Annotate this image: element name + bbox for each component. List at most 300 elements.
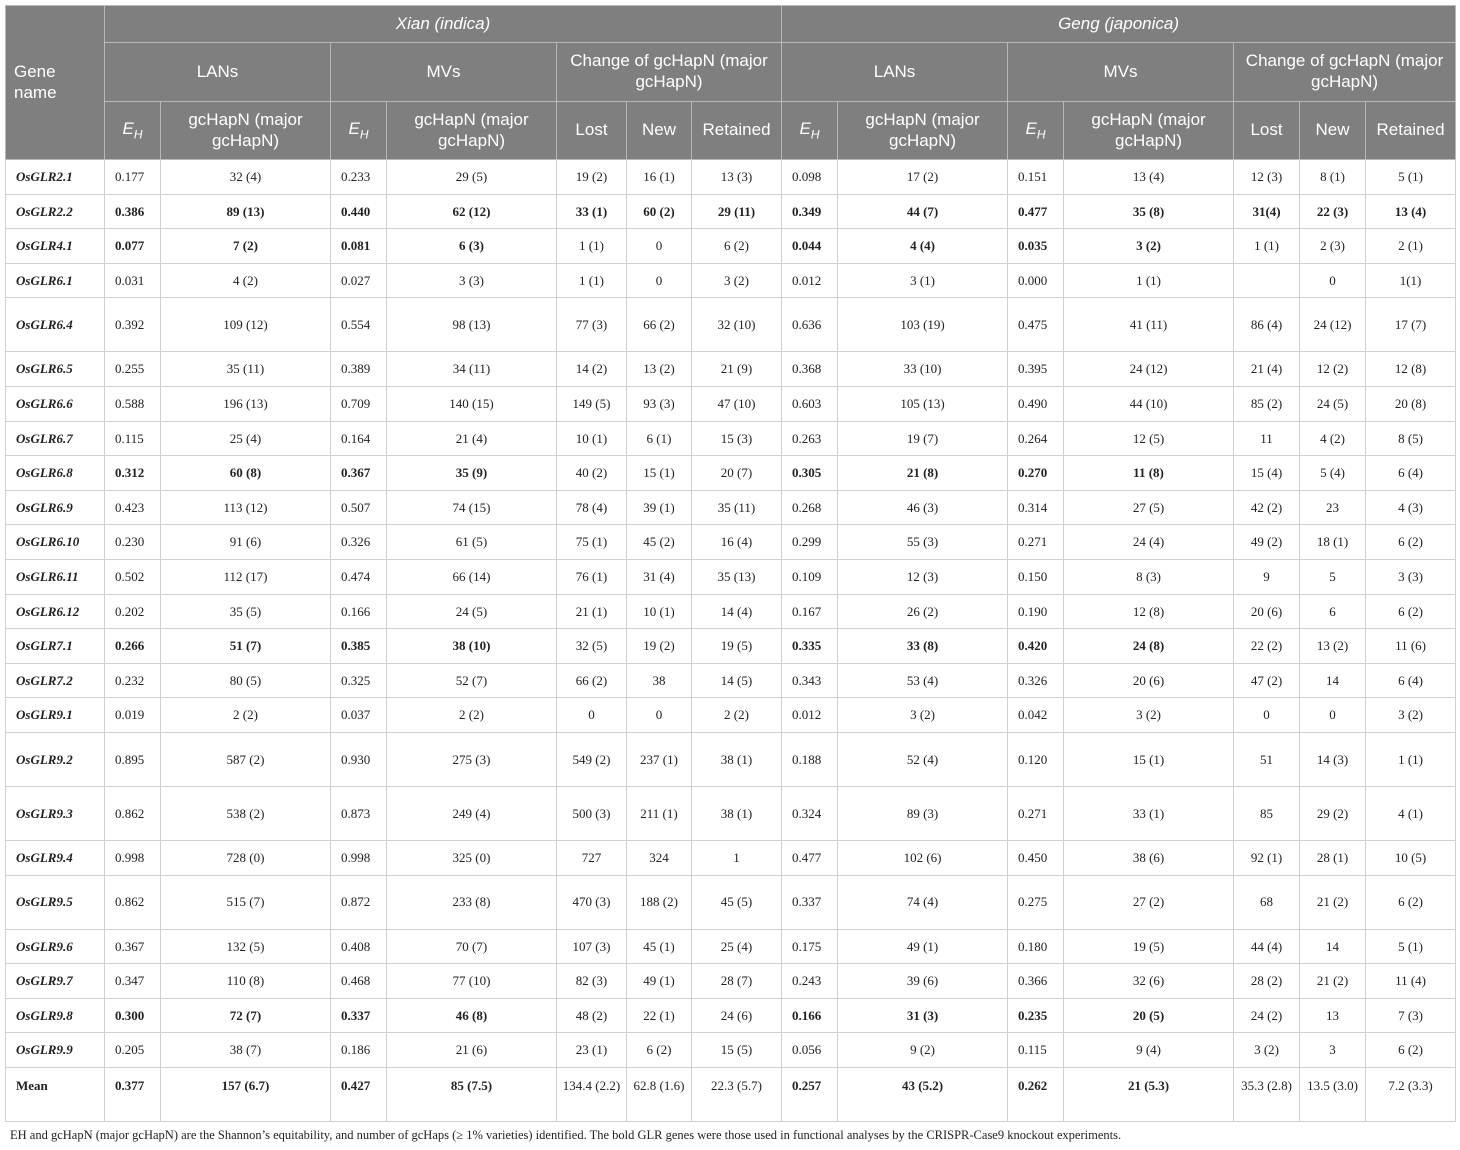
value-cell: 13 (2) bbox=[627, 352, 692, 387]
value-cell: 98 (13) bbox=[387, 298, 557, 352]
value-cell: 0.166 bbox=[331, 594, 387, 629]
value-cell: 11 (6) bbox=[1366, 629, 1456, 664]
value-cell: 1 (1) bbox=[1234, 229, 1300, 264]
value-cell: 196 (13) bbox=[161, 386, 331, 421]
value-cell: 49 (1) bbox=[627, 964, 692, 999]
value-cell: 0.202 bbox=[105, 594, 161, 629]
table-row bbox=[6, 229, 1456, 264]
value-cell: 0.385 bbox=[331, 629, 387, 664]
value-cell: 0.027 bbox=[331, 263, 387, 298]
header-xian-lans: LANs bbox=[105, 43, 331, 102]
value-cell: 211 (1) bbox=[627, 786, 692, 840]
value-cell: 6 (2) bbox=[1366, 1033, 1456, 1068]
value-cell: 102 (6) bbox=[838, 840, 1008, 875]
value-cell: 49 (2) bbox=[1234, 525, 1300, 560]
value-cell: 0.109 bbox=[782, 559, 838, 594]
value-cell: 24 (12) bbox=[1064, 352, 1234, 387]
value-cell: 0.166 bbox=[782, 998, 838, 1033]
value-cell: 33 (1) bbox=[1064, 786, 1234, 840]
value-cell: 80 (5) bbox=[161, 663, 331, 698]
value-cell: 6 (2) bbox=[692, 229, 782, 264]
value-cell: 7 (2) bbox=[161, 229, 331, 264]
gene-name-cell: OsGLR2.2 bbox=[6, 194, 105, 229]
value-cell: 24 (5) bbox=[387, 594, 557, 629]
value-cell: 0.188 bbox=[782, 732, 838, 786]
gene-name-cell: OsGLR9.2 bbox=[6, 732, 105, 786]
value-cell: 85 (2) bbox=[1234, 386, 1300, 421]
value-cell: 728 (0) bbox=[161, 840, 331, 875]
value-cell: 0.392 bbox=[105, 298, 161, 352]
value-cell: 15 (3) bbox=[692, 421, 782, 456]
header-geng-mvs: MVs bbox=[1008, 43, 1234, 102]
value-cell: 0.300 bbox=[105, 998, 161, 1033]
value-cell: 3 (2) bbox=[1234, 1033, 1300, 1068]
value-cell: 38 (10) bbox=[387, 629, 557, 664]
value-cell: 5 (1) bbox=[1366, 160, 1456, 195]
value-cell: 19 (2) bbox=[557, 160, 627, 195]
value-cell: 0.427 bbox=[331, 1067, 387, 1121]
value-cell: 22 (1) bbox=[627, 998, 692, 1033]
value-cell: 470 (3) bbox=[557, 875, 627, 929]
value-cell: 21 (2) bbox=[1300, 875, 1366, 929]
value-cell: 20 (7) bbox=[692, 456, 782, 491]
value-cell: 33 (10) bbox=[838, 352, 1008, 387]
value-cell: 113 (12) bbox=[161, 490, 331, 525]
table-row bbox=[6, 559, 1456, 594]
value-cell: 29 (2) bbox=[1300, 786, 1366, 840]
value-cell: 38 bbox=[627, 663, 692, 698]
value-cell: 0.998 bbox=[105, 840, 161, 875]
gene-name-cell: OsGLR9.9 bbox=[6, 1033, 105, 1068]
gene-name-cell: OsGLR9.5 bbox=[6, 875, 105, 929]
value-cell: 92 (1) bbox=[1234, 840, 1300, 875]
value-cell: 0.998 bbox=[331, 840, 387, 875]
value-cell: 49 (1) bbox=[838, 929, 1008, 964]
value-cell: 31 (4) bbox=[627, 559, 692, 594]
value-cell: 0.175 bbox=[782, 929, 838, 964]
value-cell: 132 (5) bbox=[161, 929, 331, 964]
value-cell: 0.490 bbox=[1008, 386, 1064, 421]
value-cell: 1(1) bbox=[1366, 263, 1456, 298]
value-cell: 249 (4) bbox=[387, 786, 557, 840]
value-cell: 21 (5.3) bbox=[1064, 1067, 1234, 1121]
header-gchapn-geng-lans: gcHapN (major gcHapN) bbox=[838, 102, 1008, 160]
value-cell: 48 (2) bbox=[557, 998, 627, 1033]
gene-name-cell: OsGLR6.1 bbox=[6, 263, 105, 298]
value-cell: 31(4) bbox=[1234, 194, 1300, 229]
value-cell: 51 (7) bbox=[161, 629, 331, 664]
value-cell: 0.044 bbox=[782, 229, 838, 264]
header-lost-geng: Lost bbox=[1234, 102, 1300, 160]
value-cell: 0.440 bbox=[331, 194, 387, 229]
value-cell: 24 (4) bbox=[1064, 525, 1234, 560]
table-footnote: EH and gcHapN (major gcHapN) are the Shannon’s equitability, and number of gcHaps (≥ 1% varieties) identified. The bold GLR genes were those used in functional analyses by the CRISPR-Case9 knockout experiments. bbox=[10, 1127, 1122, 1142]
value-cell: 66 (2) bbox=[627, 298, 692, 352]
value-cell: 0.386 bbox=[105, 194, 161, 229]
value-cell: 0.271 bbox=[1008, 525, 1064, 560]
value-cell: 46 (3) bbox=[838, 490, 1008, 525]
value-cell: 21 (4) bbox=[387, 421, 557, 456]
table-row bbox=[6, 998, 1456, 1033]
value-cell: 0.377 bbox=[105, 1067, 161, 1121]
value-cell: 0.035 bbox=[1008, 229, 1064, 264]
value-cell: 85 (7.5) bbox=[387, 1067, 557, 1121]
value-cell: 93 (3) bbox=[627, 386, 692, 421]
value-cell: 0.266 bbox=[105, 629, 161, 664]
value-cell: 0.167 bbox=[782, 594, 838, 629]
value-cell: 14 (3) bbox=[1300, 732, 1366, 786]
value-cell: 3 (2) bbox=[692, 263, 782, 298]
value-cell: 0.368 bbox=[782, 352, 838, 387]
value-cell: 103 (19) bbox=[838, 298, 1008, 352]
eh-subscript: H bbox=[133, 127, 143, 142]
value-cell: 587 (2) bbox=[161, 732, 331, 786]
value-cell: 0.264 bbox=[1008, 421, 1064, 456]
value-cell: 107 (3) bbox=[557, 929, 627, 964]
value-cell: 2 (2) bbox=[692, 698, 782, 733]
value-cell: 15 (1) bbox=[627, 456, 692, 491]
value-cell: 0.468 bbox=[331, 964, 387, 999]
value-cell: 55 (3) bbox=[838, 525, 1008, 560]
value-cell: 0.150 bbox=[1008, 559, 1064, 594]
value-cell: 2 (2) bbox=[161, 698, 331, 733]
value-cell: 0.271 bbox=[1008, 786, 1064, 840]
value-cell: 0.337 bbox=[331, 998, 387, 1033]
value-cell: 21 (6) bbox=[387, 1033, 557, 1068]
value-cell: 60 (2) bbox=[627, 194, 692, 229]
value-cell: 13 (2) bbox=[1300, 629, 1366, 664]
table-header bbox=[6, 6, 1456, 160]
value-cell: 23 (1) bbox=[557, 1033, 627, 1068]
value-cell: 41 (11) bbox=[1064, 298, 1234, 352]
value-cell: 0.420 bbox=[1008, 629, 1064, 664]
value-cell: 140 (15) bbox=[387, 386, 557, 421]
value-cell: 5 (1) bbox=[1366, 929, 1456, 964]
eh-letter: E bbox=[122, 118, 134, 138]
value-cell: 2 (2) bbox=[387, 698, 557, 733]
gene-name-cell: OsGLR9.8 bbox=[6, 998, 105, 1033]
table-body bbox=[6, 160, 1456, 1122]
value-cell: 20 (5) bbox=[1064, 998, 1234, 1033]
eh-subscript: H bbox=[359, 127, 369, 142]
value-cell: 77 (10) bbox=[387, 964, 557, 999]
eh-subscript: H bbox=[810, 127, 820, 142]
table-row bbox=[6, 663, 1456, 698]
value-cell: 0.930 bbox=[331, 732, 387, 786]
value-cell: 27 (5) bbox=[1064, 490, 1234, 525]
value-cell: 35 (11) bbox=[161, 352, 331, 387]
value-cell: 188 (2) bbox=[627, 875, 692, 929]
value-cell: 20 (6) bbox=[1234, 594, 1300, 629]
value-cell: 24 (12) bbox=[1300, 298, 1366, 352]
value-cell: 21 (4) bbox=[1234, 352, 1300, 387]
value-cell: 0.477 bbox=[1008, 194, 1064, 229]
value-cell: 0.180 bbox=[1008, 929, 1064, 964]
gene-name-cell: OsGLR9.1 bbox=[6, 698, 105, 733]
value-cell: 324 bbox=[627, 840, 692, 875]
value-cell: 0.164 bbox=[331, 421, 387, 456]
value-cell: 29 (11) bbox=[692, 194, 782, 229]
value-cell: 74 (4) bbox=[838, 875, 1008, 929]
value-cell: 16 (1) bbox=[627, 160, 692, 195]
value-cell: 6 (2) bbox=[1366, 525, 1456, 560]
value-cell: 0.337 bbox=[782, 875, 838, 929]
eh-subscript: H bbox=[1036, 127, 1046, 142]
value-cell: 14 (2) bbox=[557, 352, 627, 387]
value-cell: 4 (2) bbox=[161, 263, 331, 298]
value-cell: 2 (3) bbox=[1300, 229, 1366, 264]
value-cell: 1 (1) bbox=[1064, 263, 1234, 298]
value-cell: 86 (4) bbox=[1234, 298, 1300, 352]
value-cell: 28 (2) bbox=[1234, 964, 1300, 999]
value-cell: 19 (5) bbox=[1064, 929, 1234, 964]
gene-name-cell: Mean bbox=[6, 1067, 105, 1121]
value-cell: 237 (1) bbox=[627, 732, 692, 786]
value-cell: 32 (4) bbox=[161, 160, 331, 195]
value-cell: 18 (1) bbox=[1300, 525, 1366, 560]
gene-name-cell: OsGLR2.1 bbox=[6, 160, 105, 195]
value-cell: 10 (1) bbox=[627, 594, 692, 629]
value-cell: 0.098 bbox=[782, 160, 838, 195]
value-cell: 15 (4) bbox=[1234, 456, 1300, 491]
gene-name-cell: OsGLR9.6 bbox=[6, 929, 105, 964]
value-cell: 51 bbox=[1234, 732, 1300, 786]
header-retained-xian: Retained bbox=[692, 102, 782, 160]
value-cell: 39 (1) bbox=[627, 490, 692, 525]
value-cell: 62 (12) bbox=[387, 194, 557, 229]
header-eh-geng-lans bbox=[782, 102, 838, 160]
value-cell: 3 (2) bbox=[1064, 698, 1234, 733]
value-cell: 0.077 bbox=[105, 229, 161, 264]
value-cell: 3 (1) bbox=[838, 263, 1008, 298]
header-geng-change: Change of gcHapN (major gcHapN) bbox=[1234, 43, 1456, 102]
value-cell: 0.000 bbox=[1008, 263, 1064, 298]
value-cell: 60 (8) bbox=[161, 456, 331, 491]
value-cell: 25 (4) bbox=[692, 929, 782, 964]
value-cell: 10 (5) bbox=[1366, 840, 1456, 875]
glr-diversity-table bbox=[5, 5, 1456, 1122]
value-cell: 11 (8) bbox=[1064, 456, 1234, 491]
value-cell: 0.326 bbox=[331, 525, 387, 560]
value-cell: 134.4 (2.2) bbox=[557, 1067, 627, 1121]
value-cell: 0 bbox=[557, 698, 627, 733]
value-cell: 0.343 bbox=[782, 663, 838, 698]
value-cell: 0.389 bbox=[331, 352, 387, 387]
value-cell: 1 (1) bbox=[1366, 732, 1456, 786]
value-cell: 35 (13) bbox=[692, 559, 782, 594]
value-cell: 4 (1) bbox=[1366, 786, 1456, 840]
gene-name-cell: OsGLR9.7 bbox=[6, 964, 105, 999]
value-cell: 4 (3) bbox=[1366, 490, 1456, 525]
value-cell: 0.366 bbox=[1008, 964, 1064, 999]
value-cell: 24 (6) bbox=[692, 998, 782, 1033]
value-cell: 10 (1) bbox=[557, 421, 627, 456]
table-row bbox=[6, 786, 1456, 840]
value-cell: 14 (5) bbox=[692, 663, 782, 698]
value-cell: 0.314 bbox=[1008, 490, 1064, 525]
value-cell: 35 (8) bbox=[1064, 194, 1234, 229]
value-cell: 77 (3) bbox=[557, 298, 627, 352]
value-cell: 325 (0) bbox=[387, 840, 557, 875]
value-cell: 33 (1) bbox=[557, 194, 627, 229]
table-row bbox=[6, 194, 1456, 229]
value-cell: 6 (4) bbox=[1366, 663, 1456, 698]
table-row bbox=[6, 263, 1456, 298]
table-row bbox=[6, 386, 1456, 421]
value-cell: 0.056 bbox=[782, 1033, 838, 1068]
value-cell: 20 (8) bbox=[1366, 386, 1456, 421]
value-cell: 44 (7) bbox=[838, 194, 1008, 229]
value-cell: 1 bbox=[692, 840, 782, 875]
value-cell: 13 bbox=[1300, 998, 1366, 1033]
header-lost-xian: Lost bbox=[557, 102, 627, 160]
value-cell: 28 (1) bbox=[1300, 840, 1366, 875]
value-cell: 0.235 bbox=[1008, 998, 1064, 1033]
table-row bbox=[6, 629, 1456, 664]
value-cell: 14 bbox=[1300, 663, 1366, 698]
value-cell: 0 bbox=[1300, 263, 1366, 298]
value-cell: 3 (3) bbox=[1366, 559, 1456, 594]
header-geng-lans: LANs bbox=[782, 43, 1008, 102]
header-retained-geng: Retained bbox=[1366, 102, 1456, 160]
value-cell: 23 bbox=[1300, 490, 1366, 525]
gene-name-cell: OsGLR6.5 bbox=[6, 352, 105, 387]
value-cell: 40 (2) bbox=[557, 456, 627, 491]
value-cell: 0.395 bbox=[1008, 352, 1064, 387]
value-cell: 21 (9) bbox=[692, 352, 782, 387]
value-cell: 74 (15) bbox=[387, 490, 557, 525]
value-cell: 85 bbox=[1234, 786, 1300, 840]
value-cell: 0.873 bbox=[331, 786, 387, 840]
header-xian-change: Change of gcHapN (major gcHapN) bbox=[557, 43, 782, 102]
value-cell: 6 (4) bbox=[1366, 456, 1456, 491]
value-cell: 38 (1) bbox=[692, 732, 782, 786]
value-cell: 3 (2) bbox=[1366, 698, 1456, 733]
value-cell: 0.243 bbox=[782, 964, 838, 999]
value-cell: 0.268 bbox=[782, 490, 838, 525]
value-cell: 35 (5) bbox=[161, 594, 331, 629]
value-cell: 0.031 bbox=[105, 263, 161, 298]
value-cell: 66 (14) bbox=[387, 559, 557, 594]
eh-letter: E bbox=[799, 118, 811, 138]
value-cell: 35 (11) bbox=[692, 490, 782, 525]
value-cell: 12 (8) bbox=[1064, 594, 1234, 629]
value-cell: 0.233 bbox=[331, 160, 387, 195]
value-cell: 13 (4) bbox=[1064, 160, 1234, 195]
table-container bbox=[5, 5, 1455, 1143]
value-cell: 8 (3) bbox=[1064, 559, 1234, 594]
value-cell: 549 (2) bbox=[557, 732, 627, 786]
header-eh-xian-lans bbox=[105, 102, 161, 160]
value-cell: 13.5 (3.0) bbox=[1300, 1067, 1366, 1121]
value-cell: 0.299 bbox=[782, 525, 838, 560]
value-cell: 44 (10) bbox=[1064, 386, 1234, 421]
value-cell: 0.232 bbox=[105, 663, 161, 698]
header-gchapn-geng-mvs: gcHapN (major gcHapN) bbox=[1064, 102, 1234, 160]
value-cell: 89 (13) bbox=[161, 194, 331, 229]
value-cell: 0.115 bbox=[105, 421, 161, 456]
value-cell: 62.8 (1.6) bbox=[627, 1067, 692, 1121]
value-cell: 0.255 bbox=[105, 352, 161, 387]
value-cell: 0.012 bbox=[782, 698, 838, 733]
value-cell: 0.312 bbox=[105, 456, 161, 491]
header-gchapn-xian-mvs: gcHapN (major gcHapN) bbox=[387, 102, 557, 160]
value-cell: 727 bbox=[557, 840, 627, 875]
value-cell: 21 (2) bbox=[1300, 964, 1366, 999]
header-gchapn-xian-lans: gcHapN (major gcHapN) bbox=[161, 102, 331, 160]
value-cell: 0.275 bbox=[1008, 875, 1064, 929]
gene-name-cell: OsGLR4.1 bbox=[6, 229, 105, 264]
value-cell: 0.205 bbox=[105, 1033, 161, 1068]
value-cell: 31 (3) bbox=[838, 998, 1008, 1033]
value-cell: 38 (6) bbox=[1064, 840, 1234, 875]
value-cell: 1 (1) bbox=[557, 263, 627, 298]
table-row bbox=[6, 929, 1456, 964]
value-cell: 0.895 bbox=[105, 732, 161, 786]
value-cell: 44 (4) bbox=[1234, 929, 1300, 964]
value-cell: 75 (1) bbox=[557, 525, 627, 560]
value-cell: 5 (4) bbox=[1300, 456, 1366, 491]
value-cell: 21 (1) bbox=[557, 594, 627, 629]
value-cell: 0.263 bbox=[782, 421, 838, 456]
value-cell: 0.042 bbox=[1008, 698, 1064, 733]
value-cell: 6 (2) bbox=[1366, 594, 1456, 629]
value-cell: 35.3 (2.8) bbox=[1234, 1067, 1300, 1121]
value-cell: 91 (6) bbox=[161, 525, 331, 560]
value-cell: 0.325 bbox=[331, 663, 387, 698]
gene-name-cell: OsGLR6.8 bbox=[6, 456, 105, 491]
value-cell: 68 bbox=[1234, 875, 1300, 929]
value-cell: 26 (2) bbox=[838, 594, 1008, 629]
value-cell: 0.151 bbox=[1008, 160, 1064, 195]
value-cell: 0.872 bbox=[331, 875, 387, 929]
value-cell: 6 bbox=[1300, 594, 1366, 629]
value-cell: 0.475 bbox=[1008, 298, 1064, 352]
value-cell: 0 bbox=[1300, 698, 1366, 733]
value-cell: 12 (5) bbox=[1064, 421, 1234, 456]
value-cell: 82 (3) bbox=[557, 964, 627, 999]
value-cell: 42 (2) bbox=[1234, 490, 1300, 525]
value-cell: 0.305 bbox=[782, 456, 838, 491]
value-cell: 24 (2) bbox=[1234, 998, 1300, 1033]
value-cell: 39 (6) bbox=[838, 964, 1008, 999]
value-cell: 14 (4) bbox=[692, 594, 782, 629]
value-cell: 45 (5) bbox=[692, 875, 782, 929]
eh-letter: E bbox=[348, 118, 360, 138]
value-cell: 157 (6.7) bbox=[161, 1067, 331, 1121]
value-cell: 0.349 bbox=[782, 194, 838, 229]
value-cell: 6 (3) bbox=[387, 229, 557, 264]
value-cell: 3 bbox=[1300, 1033, 1366, 1068]
value-cell: 233 (8) bbox=[387, 875, 557, 929]
value-cell: 0.709 bbox=[331, 386, 387, 421]
value-cell: 0.603 bbox=[782, 386, 838, 421]
value-cell: 0.636 bbox=[782, 298, 838, 352]
value-cell: 19 (7) bbox=[838, 421, 1008, 456]
value-cell: 15 (1) bbox=[1064, 732, 1234, 786]
value-cell: 4 (2) bbox=[1300, 421, 1366, 456]
value-cell: 9 (4) bbox=[1064, 1033, 1234, 1068]
value-cell: 6 (2) bbox=[1366, 875, 1456, 929]
value-cell: 8 (5) bbox=[1366, 421, 1456, 456]
value-cell: 7 (3) bbox=[1366, 998, 1456, 1033]
value-cell: 12 (2) bbox=[1300, 352, 1366, 387]
value-cell: 14 bbox=[1300, 929, 1366, 964]
value-cell: 0.507 bbox=[331, 490, 387, 525]
value-cell: 0.588 bbox=[105, 386, 161, 421]
value-cell: 0.367 bbox=[105, 929, 161, 964]
table-row bbox=[6, 525, 1456, 560]
